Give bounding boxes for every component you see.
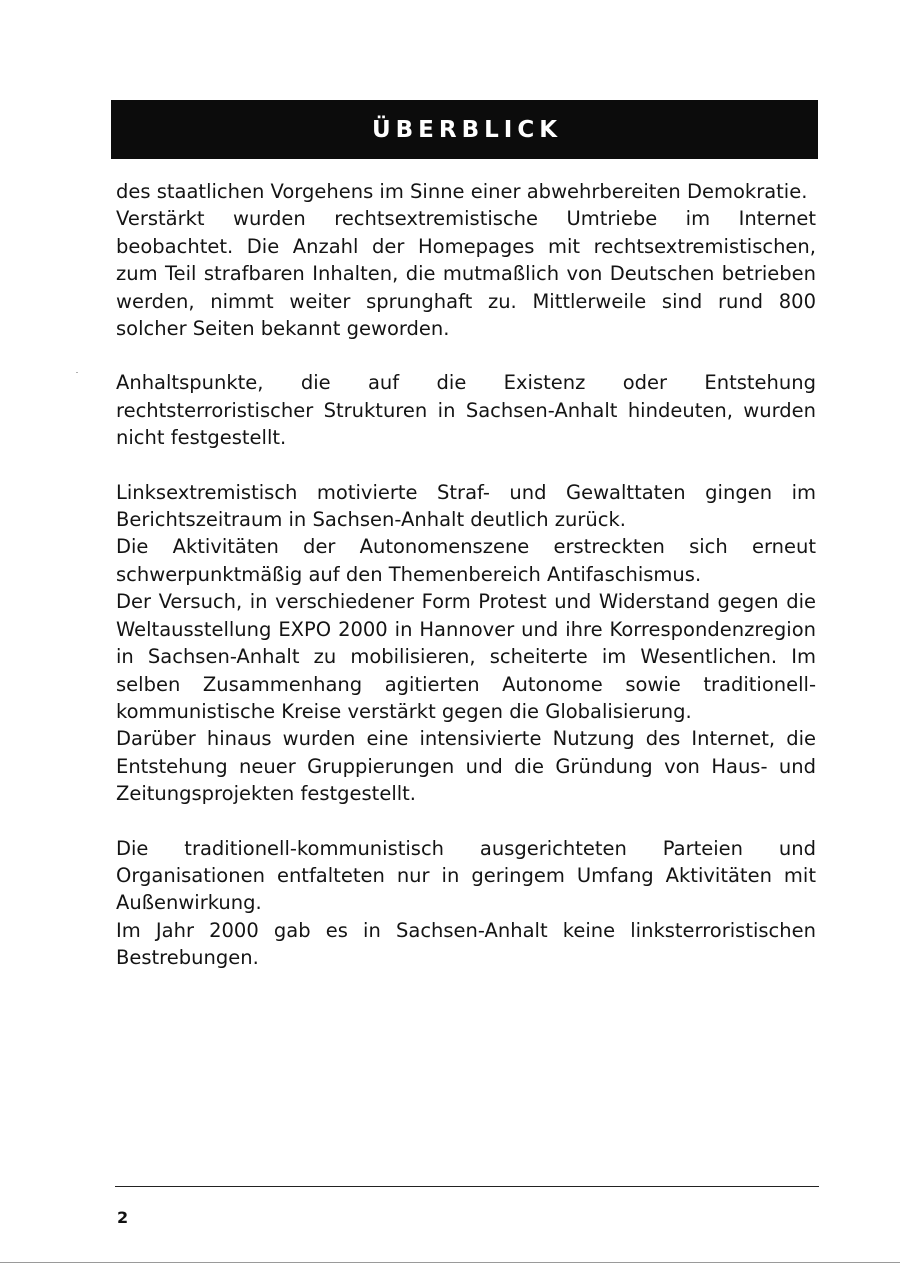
paragraph-internet-right-extremism: Verstärkt wurden rechtsextremistische Umtriebe im Internet beobachtet. Die Anzahl der Homepages mit rechtsextremistischen, zum Teil strafbaren Inhalten, die mutmaßlich von Deutschen betrieben werden, nimmt weiter sprunghaft zu. Mittlerweile sind rund 800 solcher Seiten bekannt geworden. <box>116 207 816 341</box>
paragraph-right-terrorism: Anhaltspunkte, die auf die Existenz oder Entstehung rechtsterroristischer Strukturen in Sachsen-Anhalt hindeuten, wurden nicht festgestellt. <box>116 371 816 450</box>
paragraph-left-crimes: Linksextremistisch motivierte Straf- und Gewalttaten gingen im Berichtszeitraum in Sachsen-Anhalt deutlich zurück. <box>116 480 816 532</box>
scan-edge-line <box>0 1262 900 1263</box>
paragraph-expo-2000: Der Versuch, in verschiedener Form Protest und Widerstand gegen die Weltausstellung EXPO 2000 in Hannover und ihre Korrespondenzregion in Sachsen-Anhalt zu mobilisieren, scheiterte im Wesentlichen. Im selben Zusammenhang agitierten Autonome sowie traditionell-kommunistische Kreise verstärkt gegen die Globalisierung. <box>116 590 816 723</box>
paragraph-gap <box>116 452 816 479</box>
footer-divider <box>115 1186 819 1187</box>
paragraph-internet-left: Darüber hinaus wurden eine intensivierte Nutzung des Internet, die Entstehung neuer Gruppierungen und die Gründung von Haus- und Zeitungsprojekten festgestellt. <box>116 727 816 806</box>
paragraph-left-terrorism: Im Jahr 2000 gab es in Sachsen-Anhalt keine linksterroristischen Bestrebungen. <box>116 918 816 970</box>
section-title: ÜBERBLICK <box>371 116 563 143</box>
paragraph-gap <box>116 808 816 835</box>
section-header-bar <box>111 100 818 159</box>
scan-speck <box>76 372 78 373</box>
paragraph-democracy: des staatlichen Vorgehens im Sinne einer abwehrbereiten Demokratie. <box>116 180 808 203</box>
body-text <box>116 178 816 972</box>
paragraph-autonomous-scene: Die Aktivitäten der Autonomenszene erstreckten sich erneut schwerpunktmäßig auf den Themenbereich Antifaschismus. <box>116 535 816 586</box>
paragraph-gap <box>116 342 816 369</box>
page-number: 2 <box>117 1208 129 1227</box>
paragraph-communist-parties: Die traditionell-kommunistisch ausgerichteten Parteien und Organisationen entfalteten nur in geringem Umfang Aktivitäten mit Außenwirkung. <box>116 836 816 915</box>
